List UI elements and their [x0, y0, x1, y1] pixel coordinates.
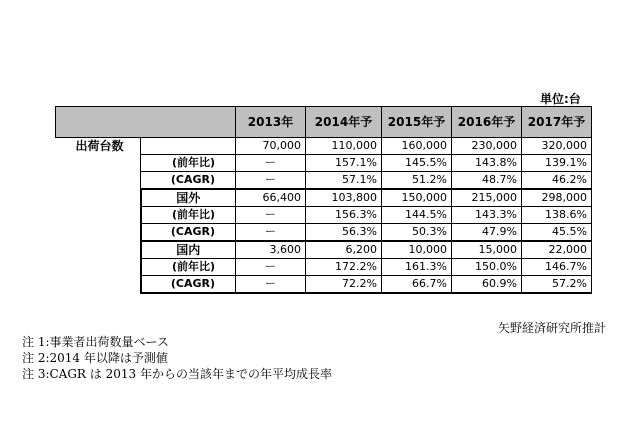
table-cell: 143.3%: [452, 207, 522, 224]
table-cell: 146.7%: [522, 259, 592, 276]
table-cell: 161.3%: [382, 259, 452, 276]
table-cell: 156.3%: [306, 207, 382, 224]
row-label-domestic: 国内: [141, 241, 236, 259]
year-header: 2013年: [236, 107, 306, 138]
row-label-yoy: (前年比): [141, 207, 236, 224]
table-row-overseas-yoy: [56, 207, 592, 224]
table-cell: 70,000: [236, 138, 306, 155]
table-cell: 45.5%: [522, 224, 592, 242]
table-row-total-cagr: [56, 172, 592, 190]
row-label-total: 出荷台数: [56, 138, 141, 155]
header-blank: [56, 107, 236, 138]
spacer-cell: [56, 259, 141, 276]
row-label-overseas: 国外: [141, 189, 236, 207]
table-cell: 150,000: [382, 189, 452, 207]
year-header: 2017年予: [522, 107, 592, 138]
table-cell: 139.1%: [522, 155, 592, 172]
table-cell: 320,000: [522, 138, 592, 155]
table-cell: 57.2%: [522, 276, 592, 294]
table-cell: ー: [236, 259, 306, 276]
table-cell: 230,000: [452, 138, 522, 155]
table-cell: 72.2%: [306, 276, 382, 294]
spacer-cell: [56, 155, 141, 172]
source-credit: 矢野経済研究所推計: [498, 321, 607, 335]
footnote: 注 3:CAGR は 2013 年からの当該年までの年平均成長率: [22, 367, 332, 381]
table-row-overseas: [56, 189, 592, 207]
spacer-cell: [56, 224, 141, 242]
table-cell: 160,000: [382, 138, 452, 155]
table-cell: 103,800: [306, 189, 382, 207]
table-cell: 143.8%: [452, 155, 522, 172]
spacer-cell: [56, 172, 141, 190]
table-cell: 215,000: [452, 189, 522, 207]
table-cell: 145.5%: [382, 155, 452, 172]
table-cell: 298,000: [522, 189, 592, 207]
row-label-cagr: (CAGR): [141, 224, 236, 242]
year-header: 2014年予: [306, 107, 382, 138]
footnote: 注 2:2014 年以降は予測値: [22, 351, 168, 365]
table-cell: 172.2%: [306, 259, 382, 276]
table-cell: 46.2%: [522, 172, 592, 190]
spacer-cell: [56, 276, 141, 294]
table-cell: 66.7%: [382, 276, 452, 294]
table-cell: 138.6%: [522, 207, 592, 224]
table-row-overseas-cagr: [56, 224, 592, 242]
spacer-cell: [56, 241, 141, 259]
table-cell: 66,400: [236, 189, 306, 207]
table-cell: 150.0%: [452, 259, 522, 276]
shipment-table: [55, 106, 592, 294]
table-row-total: [56, 138, 592, 155]
table-cell: ー: [236, 172, 306, 190]
table-cell: 6,200: [306, 241, 382, 259]
row-label-cagr: (CAGR): [141, 172, 236, 190]
table-row-domestic-cagr: [56, 276, 592, 294]
table-cell: 50.3%: [382, 224, 452, 242]
table-cell: ー: [236, 155, 306, 172]
spacer-cell: [141, 138, 236, 155]
table-cell: 57.1%: [306, 172, 382, 190]
table-cell: 144.5%: [382, 207, 452, 224]
footnote: 注 1:事業者出荷数量ベース: [22, 335, 169, 349]
spacer-cell: [56, 189, 141, 207]
year-header: 2016年予: [452, 107, 522, 138]
table-cell: 48.7%: [452, 172, 522, 190]
table-cell: 10,000: [382, 241, 452, 259]
spacer-cell: [56, 207, 141, 224]
row-label-yoy: (前年比): [141, 259, 236, 276]
row-label-yoy: (前年比): [141, 155, 236, 172]
table-cell: ー: [236, 224, 306, 242]
table-row-total-yoy: [56, 155, 592, 172]
table-cell: 51.2%: [382, 172, 452, 190]
table-cell: 47.9%: [452, 224, 522, 242]
table-cell: 157.1%: [306, 155, 382, 172]
table-row-domestic-yoy: [56, 259, 592, 276]
table-cell: 22,000: [522, 241, 592, 259]
table-cell: 3,600: [236, 241, 306, 259]
footnotes: [22, 334, 332, 382]
table-cell: 56.3%: [306, 224, 382, 242]
table-cell: 110,000: [306, 138, 382, 155]
table-cell: ー: [236, 207, 306, 224]
year-header: 2015年予: [382, 107, 452, 138]
table-cell: ー: [236, 276, 306, 294]
table-cell: 15,000: [452, 241, 522, 259]
unit-label: 単位:台: [540, 92, 581, 106]
row-label-cagr: (CAGR): [141, 276, 236, 294]
table-cell: 60.9%: [452, 276, 522, 294]
header-row: [56, 107, 592, 138]
table-row-domestic: [56, 241, 592, 259]
